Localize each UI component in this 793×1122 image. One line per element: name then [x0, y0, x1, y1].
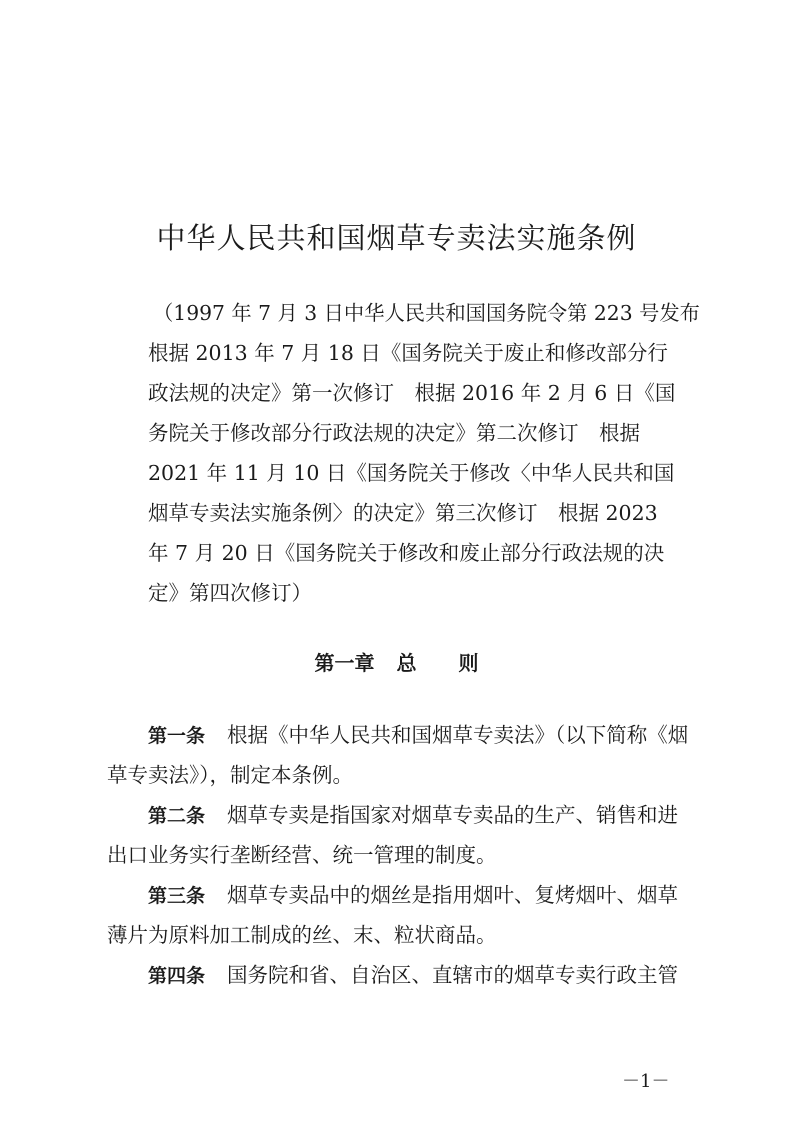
article-1-label: 第一条	[148, 725, 206, 747]
article-4-first-line	[148, 960, 678, 990]
article-3-label: 第三条	[148, 885, 206, 907]
history-line-4: 务院关于修改部分行政法规的决定》第二次修订 根据	[148, 421, 640, 445]
article-2-text-line1: 烟草专卖是指国家对烟草专卖品的生产、销售和进	[227, 803, 679, 827]
history-line-8: 定》第四次修订）	[148, 581, 312, 605]
article-2-label: 第二条	[148, 805, 206, 827]
chapter-name-part2: 则	[458, 651, 479, 675]
history-line-1: （1997 年 7 月 3 日中华人民共和国国务院令第 223 号发布	[153, 301, 700, 325]
history-line-5: 2021 年 11 月 10 日《国务院关于修改〈中华人民共和国	[148, 461, 675, 485]
chapter-heading	[0, 648, 793, 678]
chapter-number: 第一章	[314, 651, 375, 675]
article-4-label: 第四条	[148, 965, 206, 987]
document-title: 中华人民共和国烟草专卖法实施条例	[156, 221, 637, 255]
page-number: －1－	[622, 1071, 670, 1092]
history-line-7: 年 7 月 20 日《国务院关于修改和废止部分行政法规的决	[148, 541, 665, 565]
chapter-name-part1: 总	[396, 651, 417, 675]
article-2-first-line	[148, 800, 678, 830]
history-line-6: 烟草专卖法实施条例〉的决定》第三次修订 根据 2023	[148, 501, 658, 525]
article-3-text-line2: 薄片为原料加工制成的丝、末、粒状商品。	[107, 923, 497, 947]
article-3-text-line1: 烟草专卖品中的烟丝是指用烟叶、复烤烟叶、烟草	[227, 883, 679, 907]
article-1-text-line1: 根据《中华人民共和国烟草专卖法》（以下简称《烟	[227, 723, 689, 747]
history-line-3: 政法规的决定》第一次修订 根据 2016 年 2 月 6 日《国	[148, 381, 676, 405]
article-1-text-line2: 草专卖法》），制定本条例。	[107, 763, 353, 787]
article-4-text-line1: 国务院和省、自治区、直辖市的烟草专卖行政主管	[227, 963, 679, 987]
article-1-first-line	[148, 720, 688, 750]
article-3-first-line	[148, 880, 678, 910]
article-2-text-line2: 出口业务实行垄断经营、统一管理的制度。	[107, 843, 497, 867]
history-line-2: 根据 2013 年 7 月 18 日《国务院关于废止和修改部分行	[148, 341, 668, 365]
